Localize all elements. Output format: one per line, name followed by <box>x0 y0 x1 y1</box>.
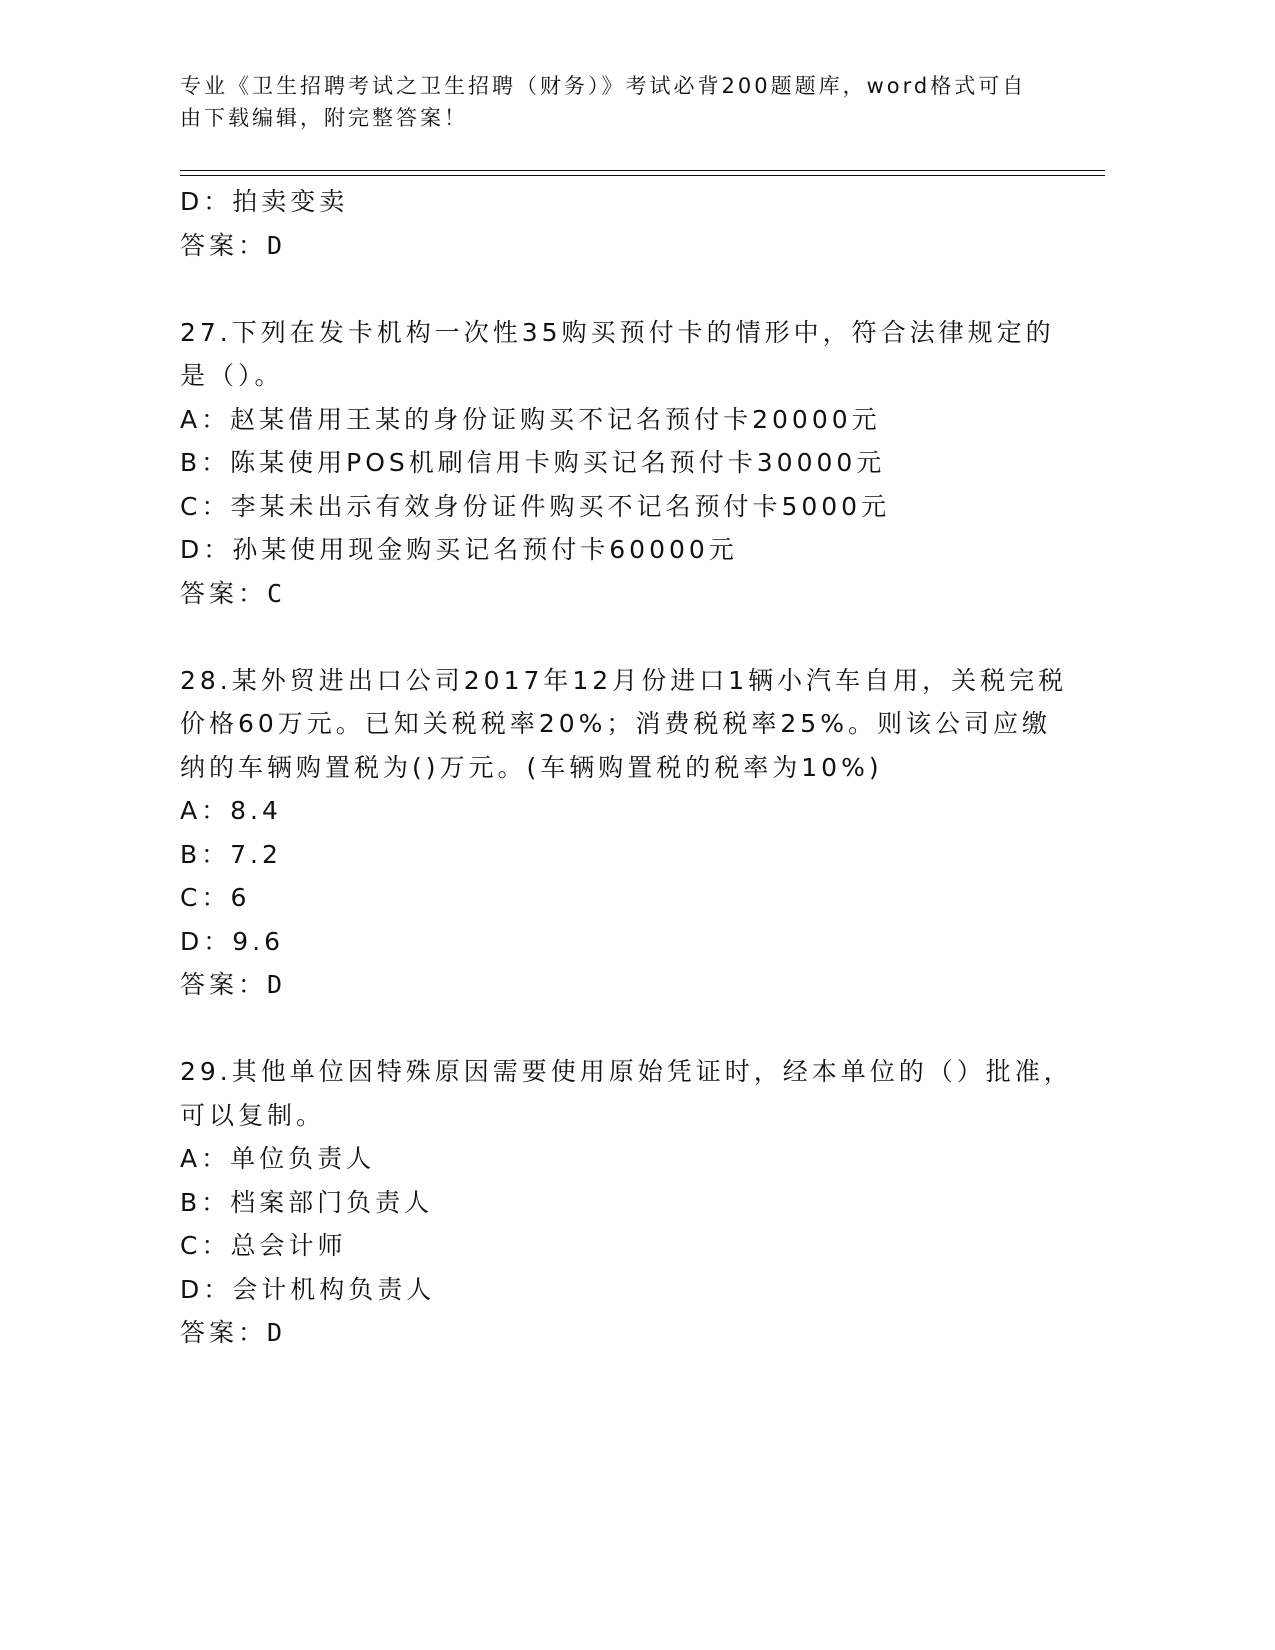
option-a: A：8.4 <box>180 796 282 825</box>
answer-value: D <box>267 1318 287 1347</box>
option-b: B：7.2 <box>180 839 282 869</box>
option-c: C：李某未出示有效身份证件购买不记名预付卡5000元 <box>180 491 891 521</box>
spacer <box>180 615 1060 659</box>
answer-line <box>180 1311 1060 1355</box>
question-stem-cont: 价格60万元。已知关税税率20%；消费税税率25%。则该公司应缴 <box>180 709 1051 738</box>
option-b: B：档案部门负责人 <box>180 1187 434 1217</box>
answer-label: 答案： <box>180 578 268 608</box>
header-line-2: 由下载编辑，附完整答案！ <box>180 106 468 130</box>
option-b: B：陈某使用POS机刷信用卡购买记名预付卡30000元 <box>180 448 886 477</box>
previous-question-tail <box>180 180 1060 267</box>
question-stem: 27.下列在发卡机构一次性35购买预付卡的情形中，符合法律规定的 <box>180 317 1055 347</box>
answer-value: C <box>267 578 287 608</box>
option-c: C：6 <box>180 883 251 912</box>
question-29 <box>180 1050 1073 1355</box>
option-c: C：总会计师 <box>180 1231 347 1260</box>
spacer <box>180 1007 1060 1051</box>
question-stem: 28.某外贸进出口公司2017年12月份进口1辆小汽车自用，关税完税 <box>180 665 1068 695</box>
question-28 <box>180 659 1068 1007</box>
header-divider-bottom <box>180 175 1105 176</box>
question-stem: 29.其他单位因特殊原因需要使用原始凭证时，经本单位的（）批准， <box>180 1057 1073 1086</box>
question-list <box>180 180 1073 1355</box>
answer-line <box>180 572 1060 616</box>
header-line-1: 专业《卫生招聘考试之卫生招聘（财务）》考试必背200题题库，word格式可自 <box>180 74 1027 98</box>
answer-line <box>180 224 1060 268</box>
option-d: D：会计机构负责人 <box>180 1274 436 1304</box>
question-stem-cont: 是（）。 <box>180 361 284 390</box>
question-stem-cont: 纳的车辆购置税为()万元。(车辆购置税的税率为10%) <box>180 752 883 782</box>
option-a: A：赵某借用王某的身份证购买不记名预付卡20000元 <box>180 404 881 434</box>
answer-label: 答案： <box>180 970 268 999</box>
option-d: D：孙某使用现金购买记名预付卡60000元 <box>180 535 738 564</box>
spacer <box>180 267 1060 311</box>
answer-label: 答案： <box>180 230 268 260</box>
page-header <box>180 70 1040 134</box>
answer-label: 答案： <box>180 1318 268 1347</box>
answer-value: D <box>267 970 287 999</box>
question-27 <box>180 311 1060 616</box>
option-d: D：9.6 <box>180 926 285 956</box>
header-divider-top <box>180 170 1105 171</box>
answer-line <box>180 963 1060 1007</box>
option-a: A：单位负责人 <box>180 1144 376 1173</box>
question-stem-cont: 可以复制。 <box>180 1100 326 1130</box>
answer-value: D <box>267 230 287 260</box>
option-d: D：拍卖变卖 <box>180 187 349 216</box>
